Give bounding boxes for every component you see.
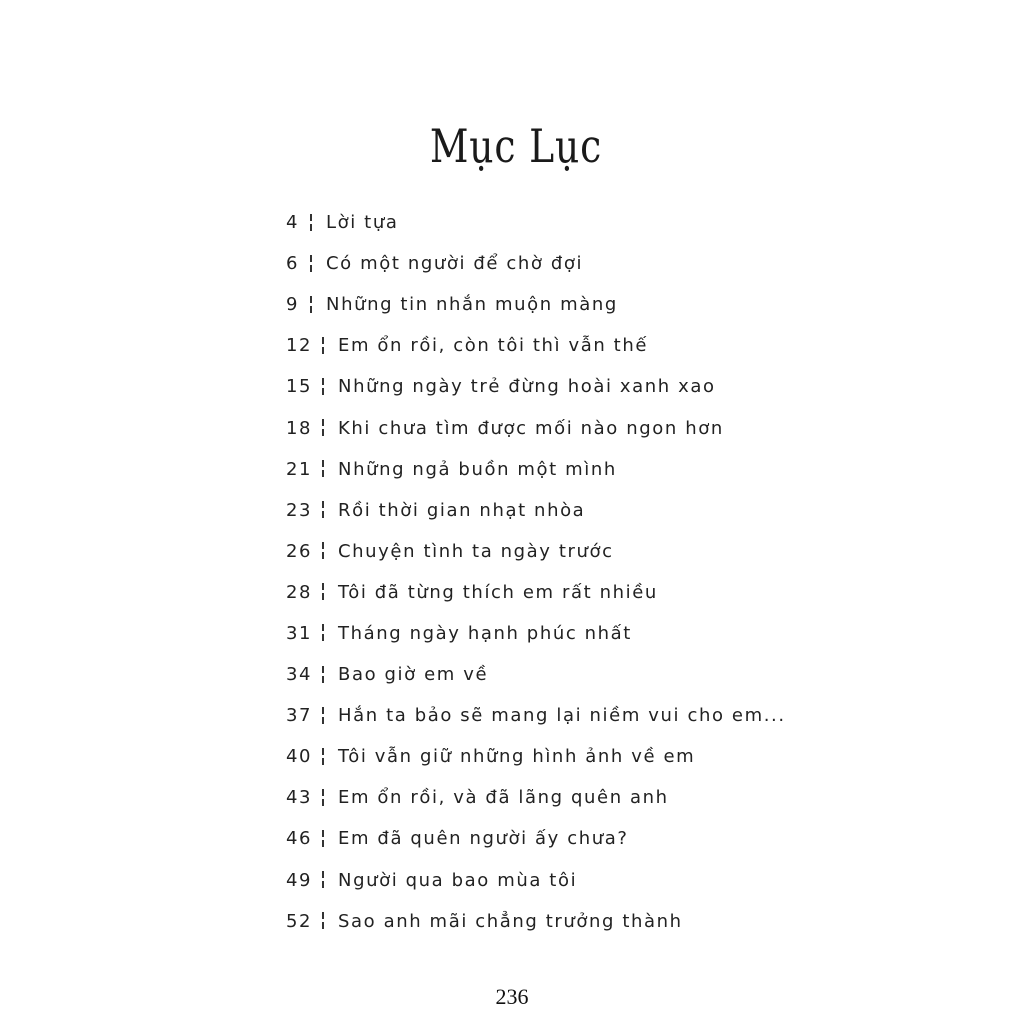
toc-entry	[286, 654, 846, 695]
toc-page-number: 43	[286, 787, 313, 809]
page-number: 236	[495, 984, 529, 1009]
toc-page-number: 23	[286, 499, 313, 521]
toc-entry-title: Sao anh mãi chẳng trưởng thành	[338, 910, 683, 932]
toc-page-number: 31	[286, 622, 313, 644]
toc-page-number: 37	[286, 705, 313, 727]
toc-page-number: 18	[286, 417, 313, 439]
toc-entry-title: Người qua bao mùa tôi	[338, 869, 578, 891]
toc-page-number: 12	[286, 335, 313, 357]
toc-separator	[322, 419, 324, 437]
toc-page-number: 46	[286, 828, 313, 850]
toc-entry-title: Khi chưa tìm được mối nào ngon hơn	[338, 417, 724, 439]
toc-entry	[286, 818, 846, 859]
toc-page-number: 49	[286, 869, 313, 891]
toc-page-number: 15	[286, 376, 313, 398]
toc-entry	[286, 449, 846, 490]
toc-separator	[322, 748, 324, 766]
table-of-contents	[286, 202, 846, 942]
toc-separator	[322, 666, 324, 684]
toc-entry-title: Tháng ngày hạnh phúc nhất	[338, 622, 632, 644]
toc-entry	[286, 531, 846, 572]
toc-entry	[286, 366, 846, 407]
toc-separator	[310, 296, 312, 314]
toc-separator	[310, 214, 312, 232]
toc-page-number: 4	[286, 212, 300, 234]
toc-entry-title: Những ngày trẻ đừng hoài xanh xao	[338, 376, 716, 398]
toc-separator	[322, 707, 324, 725]
toc-separator	[322, 542, 324, 560]
toc-entry	[286, 325, 846, 366]
toc-entry-title: Những ngả buồn một mình	[338, 458, 617, 480]
toc-page-number: 21	[286, 458, 313, 480]
toc-entry-title: Có một người để chờ đợi	[326, 253, 584, 275]
toc-page-number: 6	[286, 253, 300, 275]
toc-entry	[286, 572, 846, 613]
toc-separator	[322, 871, 324, 889]
toc-page-number: 28	[286, 581, 313, 603]
toc-entry-title: Em đã quên người ấy chưa?	[338, 828, 629, 850]
toc-entry	[286, 736, 846, 777]
toc-entry	[286, 284, 846, 325]
toc-separator	[322, 624, 324, 642]
toc-entry	[286, 613, 846, 654]
toc-separator	[322, 789, 324, 807]
toc-separator	[322, 337, 324, 355]
toc-entry	[286, 695, 846, 736]
toc-entry	[286, 777, 846, 818]
toc-entry-title: Rồi thời gian nhạt nhòa	[338, 499, 586, 521]
toc-separator	[322, 583, 324, 601]
toc-separator	[322, 378, 324, 396]
toc-separator	[322, 912, 324, 930]
toc-separator	[310, 255, 312, 273]
toc-entry	[286, 407, 846, 448]
toc-entry-title: Hắn ta bảo sẽ mang lại niềm vui cho em...	[338, 705, 786, 727]
toc-page-number: 40	[286, 746, 313, 768]
toc-page-number: 9	[286, 294, 300, 316]
toc-entry	[286, 901, 846, 942]
page-title: Mục Lục	[429, 118, 603, 173]
toc-entry	[286, 860, 846, 901]
toc-separator	[322, 460, 324, 478]
toc-entry	[286, 202, 846, 243]
toc-entry-title: Tôi đã từng thích em rất nhiều	[338, 581, 658, 603]
toc-entry-title: Những tin nhắn muộn màng	[326, 294, 618, 316]
toc-page-number: 52	[286, 910, 313, 932]
toc-page-number: 34	[286, 664, 313, 686]
toc-entry-title: Bao giờ em về	[338, 664, 489, 686]
toc-page-number: 26	[286, 540, 313, 562]
toc-entry-title: Chuyện tình ta ngày trước	[338, 540, 614, 562]
toc-entry-title: Em ổn rồi, còn tôi thì vẫn thế	[338, 335, 649, 357]
toc-entry	[286, 243, 846, 284]
toc-entry-title: Tôi vẫn giữ những hình ảnh về em	[338, 746, 696, 768]
toc-entry-title: Em ổn rồi, và đã lãng quên anh	[338, 787, 669, 809]
toc-entry	[286, 490, 846, 531]
toc-entry-title: Lời tựa	[326, 212, 399, 234]
toc-separator	[322, 501, 324, 519]
toc-separator	[322, 830, 324, 848]
